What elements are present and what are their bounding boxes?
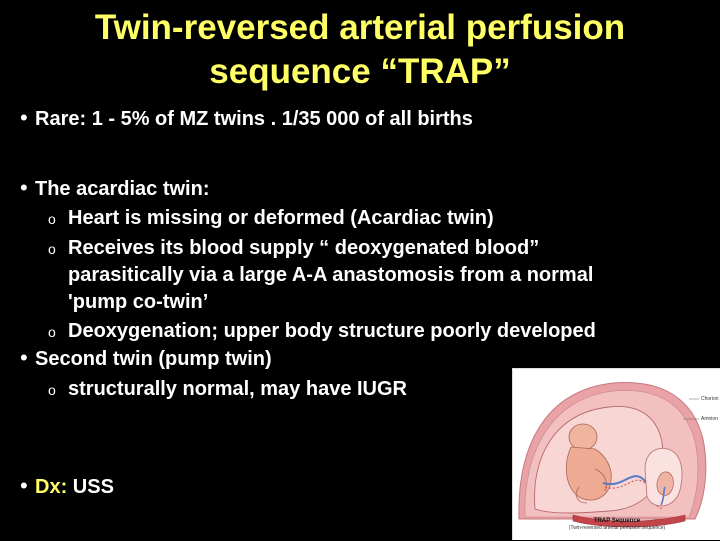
sub-blood-supply-line3: 'pump co-twin’ xyxy=(68,291,209,313)
sub-structurally-normal: structurally normal, may have IUGR xyxy=(68,378,408,400)
bullet-second-twin: Second twin (pump twin) xyxy=(35,348,272,370)
bullet-icon: • xyxy=(20,473,28,498)
subbullet-icon: o xyxy=(48,324,56,340)
sub-deoxygenation: Deoxygenation; upper body structure poorly developed xyxy=(68,320,596,342)
bullet-icon: • xyxy=(20,345,28,370)
bullet-rare: Rare: 1 - 5% of MZ twins . 1/35 000 of all births xyxy=(35,108,473,130)
dx-label: Dx: xyxy=(35,476,68,498)
subbullet-icon: o xyxy=(48,211,56,227)
bullet-icon: • xyxy=(20,175,28,200)
figure-subtitle: (Twin-reversed arterial perfusion sequence) xyxy=(568,525,666,531)
trap-illustration xyxy=(513,369,720,541)
slide-title xyxy=(0,6,720,94)
label-amnion: Amnion xyxy=(701,416,718,422)
dx-value: USS xyxy=(67,476,114,498)
title-line-2: sequence “TRAP” xyxy=(209,52,511,91)
label-chorion: Chorion xyxy=(701,396,719,402)
bullet-icon: • xyxy=(20,105,28,130)
figure-title: TRAP Sequence xyxy=(593,518,641,524)
sub-heart-missing: Heart is missing or deformed (Acardiac twin) xyxy=(68,207,494,229)
bullet-acardiac-heading: The acardiac twin: xyxy=(35,178,210,200)
bullet-dx xyxy=(35,475,114,499)
subbullet-icon: o xyxy=(48,382,56,398)
sub-blood-supply-line2: parasitically via a large A-A anastomosis from a normal xyxy=(68,264,594,286)
title-line-1: Twin-reversed arterial perfusion xyxy=(94,8,626,47)
subbullet-icon: o xyxy=(48,241,56,257)
sub-blood-supply-line1: Receives its blood supply “ deoxygenated blood” xyxy=(68,237,540,259)
trap-sequence-figure xyxy=(512,368,720,540)
